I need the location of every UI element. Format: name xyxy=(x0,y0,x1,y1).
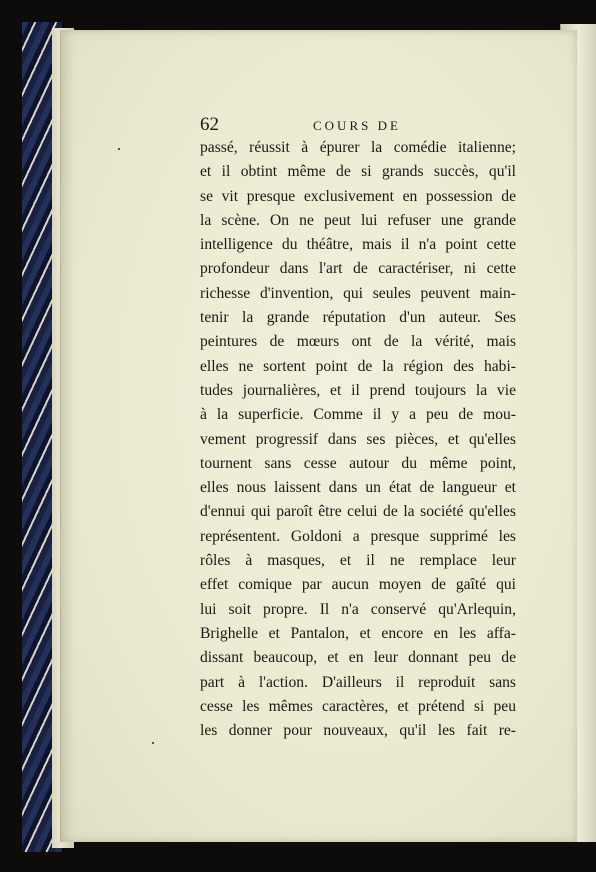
text-line: la scène. On ne peut lui refuser une grande xyxy=(200,211,516,229)
text-line: rôles à masques, et il ne remplace leur xyxy=(200,552,516,570)
text-line: tournent sans cesse autour du même point, xyxy=(200,454,516,472)
text-line: se vit presque exclusivement en possession de xyxy=(200,187,516,205)
text-line: tenir la grande réputation d'un auteur. Ses xyxy=(200,309,516,327)
text-line: tudes journalières, et il prend toujours la vie xyxy=(200,381,516,399)
text-line: elles ne sortent point de la région des habi- xyxy=(200,357,516,375)
text-line: effet comique par aucun moyen de gaîté qui xyxy=(200,576,516,594)
text-line: elles nous laissent dans un état de langueur et xyxy=(200,479,516,497)
text-line: peintures de mœurs ont de la vérité, mais xyxy=(200,333,516,351)
text-line: richesse d'invention, qui seules peuvent main- xyxy=(200,284,516,302)
text-line: passé, réussit à épurer la comédie italienne; xyxy=(200,139,516,156)
page-header xyxy=(200,114,420,136)
paper-speck xyxy=(118,148,120,150)
text-line: à la superficie. Comme il y a peu de mou- xyxy=(200,406,516,424)
text-line: vement progressif dans ses pièces, et qu'elles xyxy=(200,430,516,448)
text-line: représentent. Goldoni a presque supprimé les xyxy=(200,527,516,545)
text-line: Brighelle et Pantalon, et encore en les affa- xyxy=(200,624,516,642)
paper-speck xyxy=(152,742,154,744)
text-line: dissant beaucoup, et en leur donnant peu de xyxy=(200,649,516,667)
text-line: lui soit propre. Il n'a conservé qu'Arlequin, xyxy=(200,600,516,618)
text-line: les donner pour nouveaux, qu'il les fait re- xyxy=(200,722,516,740)
page-number: 62 xyxy=(200,114,219,135)
body-text xyxy=(200,136,516,743)
text-line: part à l'action. D'ailleurs il reproduit sans xyxy=(200,673,516,691)
running-head: COURS DE xyxy=(313,118,401,133)
text-line: d'ennui qui paroît être celui de la société qu'elles xyxy=(200,503,516,521)
text-line: profondeur dans l'art de caractériser, ni cette xyxy=(200,260,516,278)
text-line: et il obtint même de si grands succès, qu'il xyxy=(200,163,516,181)
text-line: cesse les mêmes caractères, et prétend si peu xyxy=(200,697,516,715)
text-line: intelligence du théâtre, mais il n'a point cette xyxy=(200,236,516,254)
